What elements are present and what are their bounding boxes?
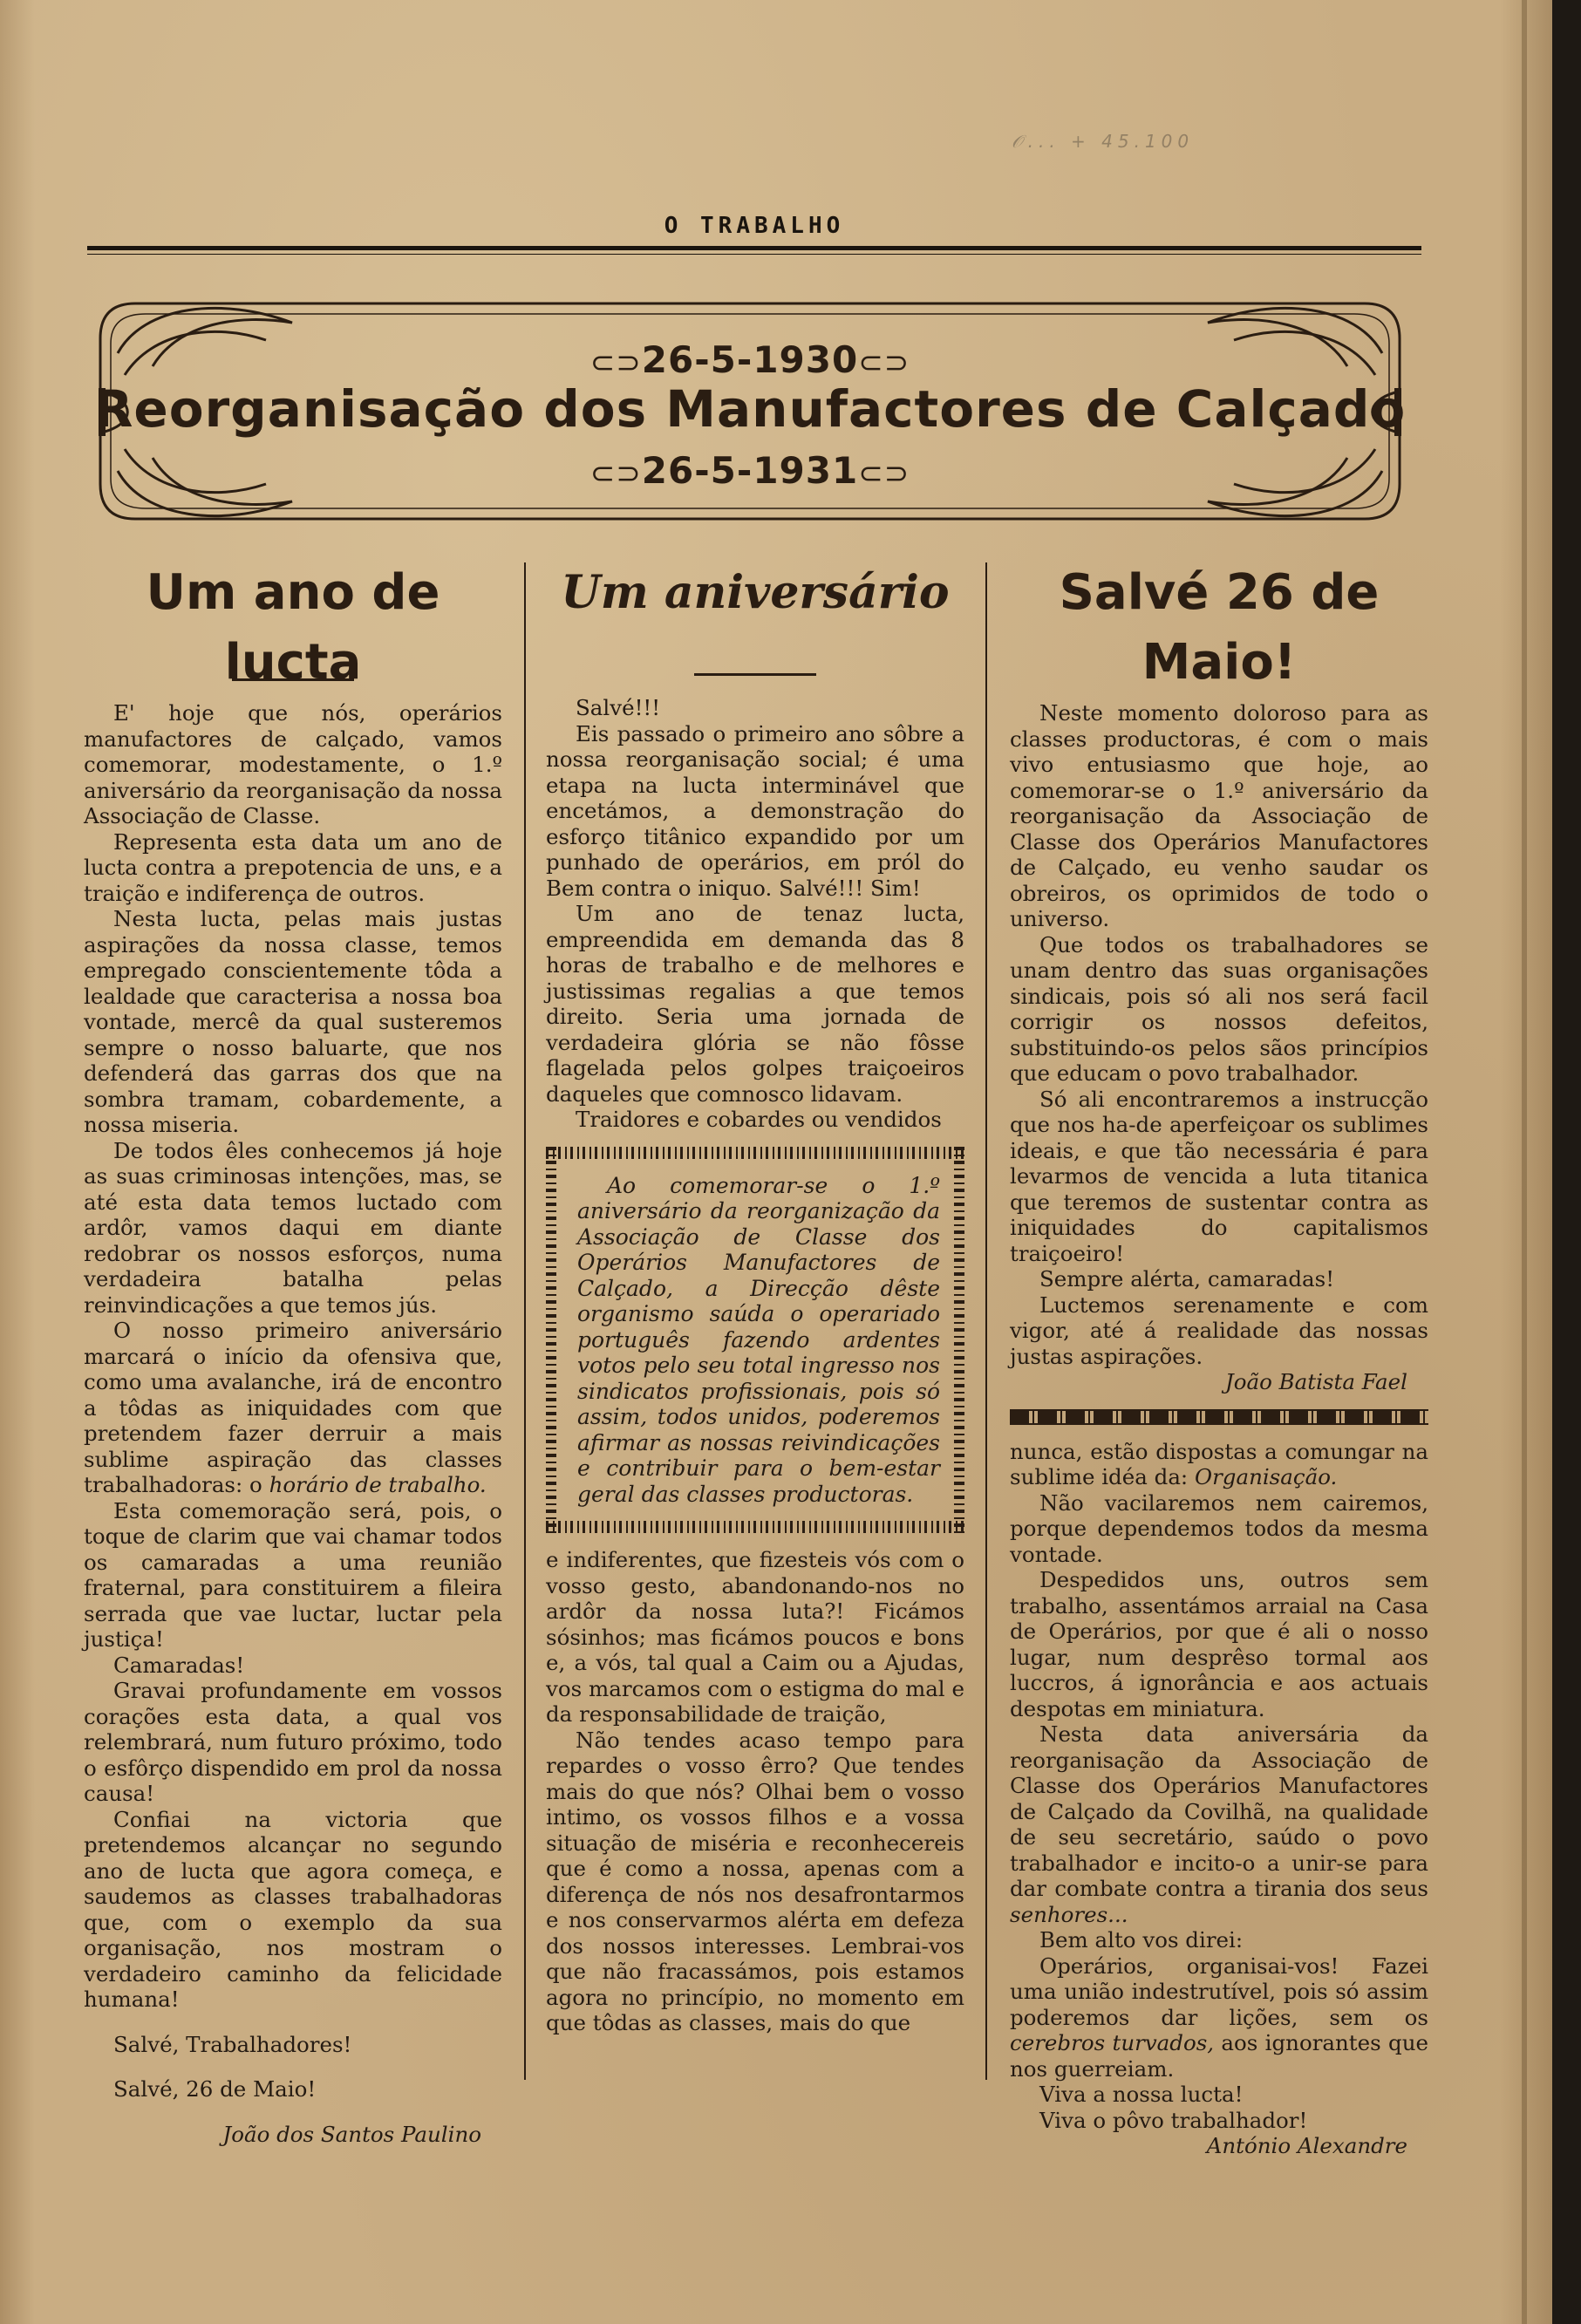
ornamental-banner [83, 288, 1417, 536]
closing-line: Viva a nossa lucta! [1039, 2082, 1244, 2107]
paragraph: Luctemos serenamente e com vigor, até á realidade das nossas justas aspirações. [1010, 1291, 1428, 1369]
heading-rule [694, 673, 816, 676]
paragraph: Gravai profundamente em vossos corações esta data, a qual vos relembrará, num futuro próximo, todo o esfôrço dispendido em prol da nossa causa! [84, 1678, 502, 1806]
column-rule [524, 562, 526, 2080]
paragraph: Bem alto vos direi: [1039, 1927, 1244, 1953]
masthead-rule [87, 246, 1421, 250]
paragraph: Um ano de tenaz lucta, empreendida em demanda das 8 horas de trabalho e de melhores e justissimas regalias a que temos direito. Seria uma jornada de verdadeira glória se não fôsse flagelada pelos golpes traiçoeiros daqueles que comnosco lidavam. [546, 901, 964, 1107]
paragraph: Salvé!!! [576, 695, 661, 720]
scan-border [1552, 0, 1581, 2324]
paragraph: Camaradas! [113, 1652, 245, 1678]
article-body [546, 695, 964, 2036]
paragraph: E' hoje que nós, operários manufactores de calçado, vamos comemorar, modestamente, o 1.º aniversário da reorganisação da nossa Associação de Classe. [84, 700, 502, 828]
paragraph: nunca, estão dispostas a comungar na sublime idéa da: Organisação. [1010, 1438, 1428, 1489]
author-signature: António Alexandre [1206, 2133, 1407, 2158]
article-heading: Um aniversário [561, 566, 950, 619]
paragraph: Esta comemoração será, pois, o toque de clarim que vai chamar todos os camaradas a uma reunião fraternal, para constituirem a fileira serrada que vae luctar, luctar pela justiça! [84, 1497, 502, 1652]
author-signature: João dos Santos Paulino [222, 2121, 481, 2147]
paragraph: Não vacilaremos nem cairemos, porque dependemos todos da mesma vontade. [1010, 1489, 1428, 1567]
article-salve-26-de-maio [1010, 558, 1428, 2159]
paragraph: Que todos os trabalhadores se unam dentro das suas organisações sindicais, pois só ali nos será facil corrigir os nossos defeitos, substituindo-os pelos sãos princípios que educam o povo trabalhador. [1010, 931, 1428, 1086]
paragraph: De todos êles conhecemos já hoje as suas criminosas intenções, mas, se até esta data temos luctado com ardôr, vamos daqui em diante redobrar os nossos esforços, numa verdadeira batalha pelas reinvindicações a que temos jús. [84, 1137, 502, 1318]
paragraph: e indiferentes, que fizesteis vós com o vosso gesto, abandonando-nos no ardôr da nossa luta?! Ficámos sósinhos; mas ficámos poucos e bons e, a vós, tal qual a Caim ou a Ajudas, vos marcamos com o estigma do mal e da responsabilidade de traição, [546, 1547, 964, 1727]
paragraph: Despedidos uns, outros sem trabalho, assentámos arraial na Casa de Operários, por que é ali o nosso lugar, num desprêso tormal aos luccros, á ignorância e aos actuais despotas em miniatura. [1010, 1567, 1428, 1721]
paragraph: Traidores e cobardes ou vendidos [576, 1107, 942, 1132]
banner-title: Reorganisação dos Manufactores de Calçado [93, 379, 1407, 439]
article-um-ano-de-lucta [84, 558, 502, 2147]
closing-line: Salvé, Trabalhadores! [113, 2031, 352, 2057]
paragraph: Nesta data aniversária da reorganisação da Associação de Classe dos Operários Manufactores de Calçado da Covilhã, na qualidade de seu secretário, saúdo o povo trabalhador e incito-o a unir-se para dar combate contra a tirania dos seus senhores... [1010, 1721, 1428, 1927]
masthead-rule-thin [87, 254, 1421, 255]
article-um-aniversario [546, 558, 964, 2036]
banner-date-end: ⊂⊃26-5-1931⊂⊃ [589, 449, 910, 492]
closing-line: Viva o pôvo trabalhador! [1039, 2107, 1308, 2133]
paragraph: Operários, organisai-vos! Fazei uma união indestrutível, pois só assim poderemos dar lições, sem os cerebros turvados, aos ignorantes que nos guerreiam. [1010, 1953, 1428, 2082]
banner-date-start: ⊂⊃26-5-1930⊂⊃ [589, 338, 910, 381]
paragraph: Representa esta data um ano de lucta contra a prepotencia de uns, e a traição e indiferença de outros. [84, 828, 502, 906]
paragraph: Neste momento doloroso para as classes productoras, é com o mais vivo entusiasmo que hoje, ao comemorar-se o 1.º aniversário da reorganisação da Associação de Classe dos Operários Manufactores de Calçado, eu venho saudar os obreiros, os oprimidos de todo o universo. [1010, 700, 1428, 931]
notice-text: Ao comemorar-se o 1.º aniversário da reorganização da Associação de Classe dos Operários Manufactores de Calçado, a Direcção dêste organismo saúda o operariado português fazendo ardentes votos pelo seu total ingresso nos sindicatos profissionais, pois só assim, todos unidos, poderemos afirmar as nossas reivindicações e contribuir para o bem-estar geral das classes productoras. [577, 1172, 940, 1507]
paragraph: Não tendes acaso tempo para repardes o vosso êrro? Que tendes mais do que nós? Olhai bem o vosso intimo, os vossos filhos e a vossa situação de miséria e reconhecereis que é como a nossa, apenas com a diferença de nós nos desafrontarmos e nos conservarmos alérta em defeza dos nossos interesses. Lembrai-vos que não fracassámos, pois estamos agora no princípio, no momento em que tôdas as classes, mais do que [546, 1727, 964, 2035]
article-body [84, 700, 502, 2147]
article-heading: Um ano de lucta [146, 564, 440, 691]
author-signature: João Batista Fael [1224, 1369, 1407, 1394]
masthead: O TRABALHO [664, 213, 845, 239]
chain-divider [1010, 1409, 1428, 1425]
paragraph: Só ali encontraremos a instrucção que nos ha-de aperfeiçoar os sublimes ideais, e que tão necessária é para levarmos de vencida a luta titanica que teremos de sustentar contra as iniquidades do capitalismos traiçoeiro! [1010, 1086, 1428, 1266]
article-heading: Salvé 26 de Maio! [1059, 564, 1380, 691]
page-fold [1522, 0, 1527, 2324]
article-body [1010, 700, 1428, 2159]
paragraph: Sempre alérta, camaradas! [1039, 1266, 1335, 1291]
paragraph: Confiai na victoria que pretendemos alcançar no segundo ano de lucta que agora começa, e saudemos as classes trabalhadoras que, com o exemplo da sua organisação, nos mostram o verdadeiro caminho da felicidade humana! [84, 1806, 502, 2012]
closing-line: Salvé, 26 de Maio! [113, 2076, 317, 2102]
paragraph: Nesta lucta, pelas mais justas aspirações da nossa classe, temos empregado conscientemente tôda a lealdade que caracterisa a nossa boa vontade, mercê da qual susteremos sempre o nosso baluarte, que nos defenderá das garras dos que na sombra tramam, cobardemente, a nossa miseria. [84, 906, 502, 1137]
column-rule [985, 562, 987, 2080]
paragraph: Eis passado o primeiro ano sôbre a nossa reorganisação social; é uma etapa na lucta interminável que encetámos, a demonstração do esforço titânico expandido por um punhado de operários, em pról do Bem contra o iniquo. Salvé!!! Sim! [546, 720, 964, 901]
framed-notice [546, 1147, 964, 1534]
pencil-annotation: 𝒪... + 45.100 [1012, 131, 1195, 152]
paragraph: O nosso primeiro aniversário marcará o início da ofensiva que, como uma avalanche, irá de encontro a tôdas as iniquidades com que pretendem fazer derruir a mais sublime aspiração das classes trabalhadoras: o horário de trabalho. [84, 1318, 502, 1497]
